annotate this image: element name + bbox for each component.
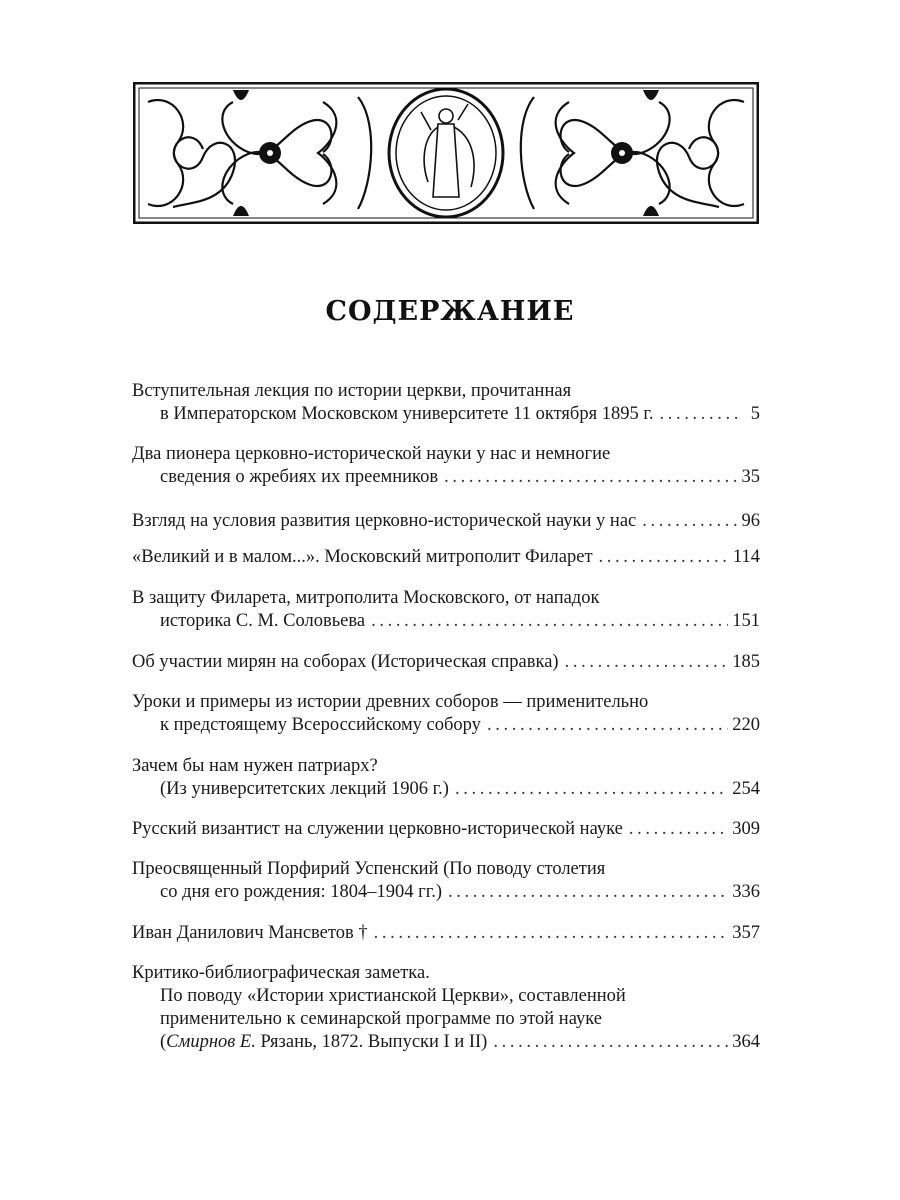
toc-entry-title: сведения о жребиях их преемников	[160, 467, 439, 487]
toc-entry[interactable]	[132, 380, 760, 426]
toc-entry-line	[132, 818, 760, 841]
page-number: 220	[732, 715, 760, 735]
toc-entry-title: Преосвященный Порфирий Успенский (По поводу столетия	[132, 859, 606, 879]
toc-entry-line	[132, 778, 760, 801]
leader-dots	[487, 714, 728, 737]
leader-dots	[493, 1031, 728, 1054]
toc-entry[interactable]	[132, 546, 760, 569]
toc-entry-title: (Из университетских лекций 1906 г.)	[160, 779, 449, 799]
toc-entry-line	[132, 858, 760, 881]
toc-entry-line	[132, 691, 760, 714]
toc-entry-title: со дня его рождения: 1804–1904 гг.)	[160, 882, 443, 902]
toc-entry-line	[132, 587, 760, 610]
page-number: 254	[732, 779, 760, 799]
ornamental-headpiece	[133, 82, 759, 224]
toc-entry[interactable]	[132, 443, 760, 489]
toc-entry-line	[132, 380, 760, 403]
toc-entry[interactable]	[132, 691, 760, 737]
toc-entry-line	[132, 610, 760, 633]
toc-entry-title: Критико-библиографическая заметка.	[132, 963, 430, 983]
page-number: 96	[741, 511, 760, 531]
toc-entry[interactable]	[132, 922, 760, 945]
leader-dots	[659, 403, 738, 426]
toc-entry-title: Два пионера церковно-исторической науки у нас и немногие	[132, 444, 611, 464]
leader-dots	[455, 778, 728, 801]
toc-entry-title: Зачем бы нам нужен патриарх?	[132, 756, 378, 776]
toc-entry-title: к предстоящему Всероссийскому собору	[160, 715, 481, 735]
toc-entry-title: Вступительная лекция по истории церкви, прочитанная	[132, 381, 572, 401]
toc-entry-line	[132, 546, 760, 569]
toc-entry-line	[132, 962, 760, 985]
page-number: 185	[732, 652, 760, 672]
toc-entry[interactable]	[132, 858, 760, 904]
toc-entry-citation	[160, 1031, 487, 1054]
toc-entry-title: По поводу «Истории христианской Церкви», составленной	[160, 986, 626, 1006]
toc-entry-title: Иван Данилович Мансветов †	[132, 923, 368, 943]
toc-entry-line	[132, 1008, 760, 1031]
page-number: 35	[741, 467, 760, 487]
leader-dots	[371, 610, 728, 633]
toc-entry-title: «Великий и в малом...». Московский митрополит Филарет	[132, 547, 593, 567]
toc-entry-line	[132, 714, 760, 737]
toc-entry-line	[132, 985, 760, 1008]
author-name: Смирнов Е.	[166, 1032, 256, 1052]
page-number: 336	[732, 882, 760, 902]
leader-dots	[565, 651, 729, 674]
toc-entry[interactable]	[132, 587, 760, 633]
toc-entry-line	[132, 403, 760, 426]
toc-entry-title: в Императорском Московском университете 11 октября 1895 г.	[160, 404, 654, 424]
page-number: 364	[732, 1032, 760, 1052]
page-number: 151	[732, 611, 760, 631]
page-number: 357	[732, 923, 760, 943]
toc-entry-title: Взгляд на условия развития церковно-исторической науки у нас	[132, 511, 637, 531]
page-number: 5	[750, 404, 760, 424]
page-number: 309	[732, 819, 760, 839]
toc-entry[interactable]	[132, 962, 760, 1054]
page-number: 114	[732, 547, 760, 567]
toc-entry-line	[132, 755, 760, 778]
leader-dots	[599, 546, 729, 569]
ornament-icon	[133, 82, 759, 224]
toc-entry-line	[132, 651, 760, 674]
toc-entry-line	[132, 1031, 760, 1054]
paren-open: (	[160, 1032, 167, 1052]
toc-entry[interactable]	[132, 755, 760, 801]
toc-entry-line	[132, 922, 760, 945]
toc-entry[interactable]	[132, 510, 760, 533]
toc-entry[interactable]	[132, 818, 760, 841]
toc-entry-line	[132, 510, 760, 533]
citation-rest: Рязань, 1872. Выпуски I и II)	[255, 1032, 488, 1052]
toc-entry-line	[132, 881, 760, 904]
leader-dots	[444, 466, 737, 489]
leader-dots	[374, 922, 729, 945]
toc-entry-line	[132, 443, 760, 466]
leader-dots	[629, 818, 728, 841]
toc-entry-title: применительно к семинарской программе по этой науке	[160, 1009, 602, 1029]
toc-entry-title: Уроки и примеры из истории древних соборов — применительно	[132, 692, 649, 712]
toc-entry-title: историка С. М. Соловьева	[160, 611, 366, 631]
page-title: СОДЕРЖАНИЕ	[325, 296, 575, 327]
toc-entry-title: Об участии мирян на соборах (Историческая справка)	[132, 652, 559, 672]
toc-entry-title: Русский византист на служении церковно-исторической науке	[132, 819, 623, 839]
leader-dots	[448, 881, 728, 904]
leader-dots	[642, 510, 737, 533]
toc-entry[interactable]	[132, 651, 760, 674]
toc-entry-line	[132, 466, 760, 489]
toc-entry-title: В защиту Филарета, митрополита Московского, от нападок	[132, 588, 600, 608]
